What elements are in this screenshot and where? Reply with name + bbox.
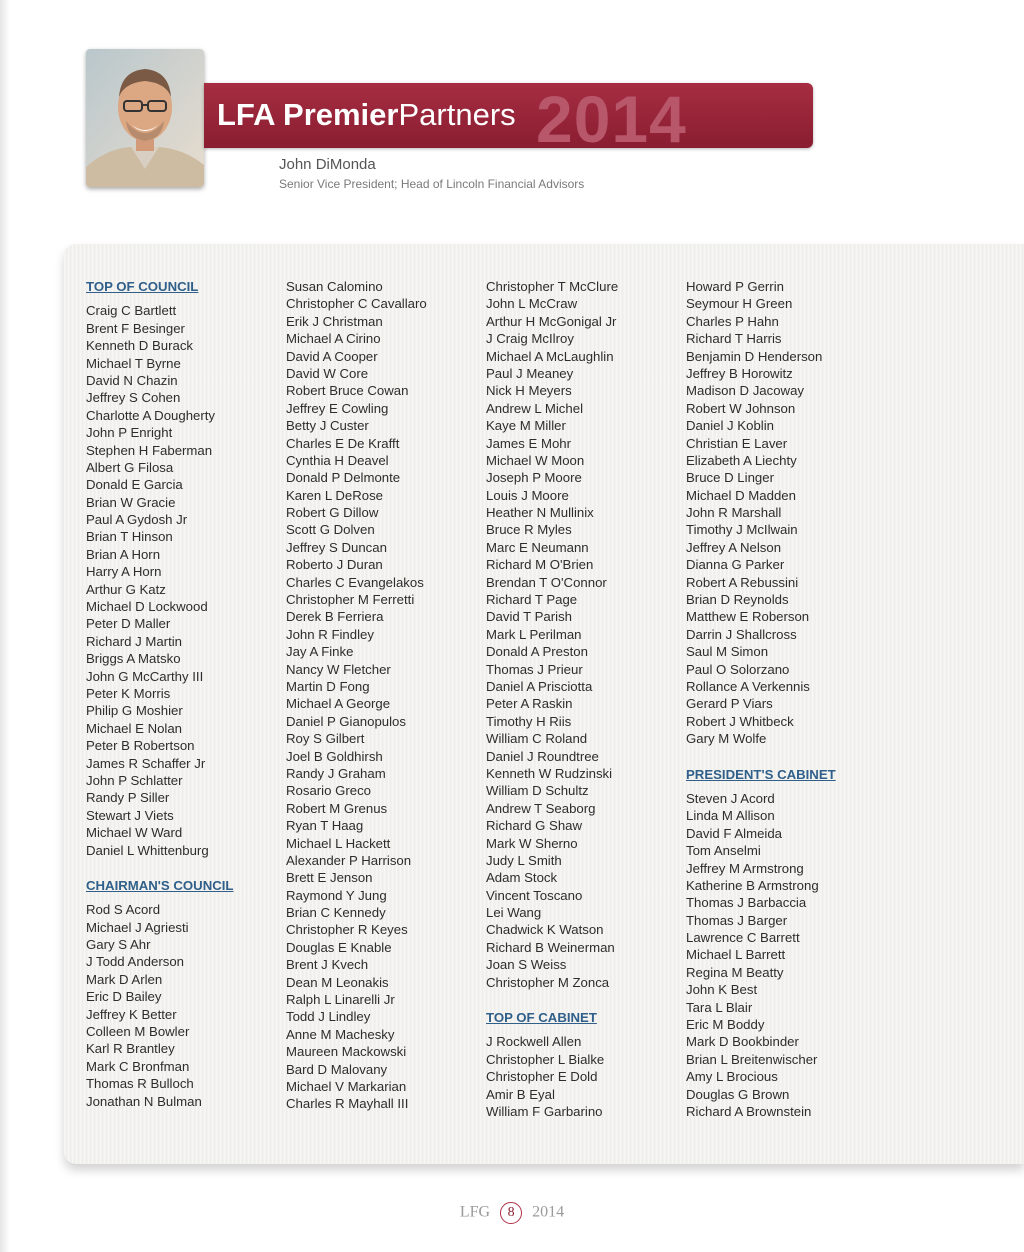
partner-name: Roberto J Duran bbox=[286, 557, 383, 573]
partner-name: Michael J Agriesti bbox=[86, 919, 189, 935]
partner-name: John P Enright bbox=[86, 425, 173, 441]
partner-name: Derek B Ferriera bbox=[286, 609, 384, 625]
partner-name: Michael V Markarian bbox=[286, 1078, 407, 1094]
partner-name: Daniel A Prisciotta bbox=[486, 678, 593, 694]
partner-name: Amy L Brocious bbox=[686, 1069, 778, 1085]
partner-name: Chadwick K Watson bbox=[486, 922, 604, 938]
partner-name: Richard B Weinerman bbox=[486, 939, 615, 955]
partner-name: Christopher M Zonca bbox=[486, 974, 610, 990]
partner-name: Jeffrey E Cowling bbox=[286, 400, 389, 416]
partner-name: Richard G Shaw bbox=[486, 818, 583, 834]
partner-name: Benjamin D Henderson bbox=[686, 348, 823, 364]
partner-name: Philip G Moshier bbox=[86, 703, 183, 719]
partner-name: Andrew T Seaborg bbox=[486, 800, 596, 816]
partner-name: Robert M Grenus bbox=[286, 800, 388, 816]
partner-name: Mark D Bookbinder bbox=[686, 1034, 799, 1050]
partner-name: Richard T Harris bbox=[686, 331, 782, 347]
name-column-2 bbox=[286, 278, 427, 1113]
partner-name: Jeffrey S Duncan bbox=[286, 539, 387, 555]
banner-title-light: Partners bbox=[398, 97, 516, 132]
partner-name: Richard J Martin bbox=[86, 633, 183, 649]
banner-title-bold: LFA Premier bbox=[217, 97, 399, 132]
partner-name: Robert G Dillow bbox=[286, 505, 379, 521]
partner-name: Douglas G Brown bbox=[686, 1086, 790, 1102]
partner-name: Arthur H McGonigal Jr bbox=[486, 313, 617, 329]
partner-name: Robert Bruce Cowan bbox=[286, 383, 409, 399]
partner-name: Brent J Kvech bbox=[286, 957, 369, 973]
partner-name: Robert W Johnson bbox=[686, 400, 796, 416]
partner-name: Seymour H Green bbox=[686, 296, 793, 312]
partner-name: William F Garbarino bbox=[486, 1103, 603, 1119]
partner-name: Rollance A Verkennis bbox=[686, 678, 810, 694]
partner-name: Scott G Dolven bbox=[286, 522, 375, 538]
section-gap bbox=[86, 859, 233, 877]
partner-name: Arthur G Katz bbox=[86, 581, 166, 597]
partner-name: Eric M Boddy bbox=[686, 1017, 765, 1033]
partner-name: J Craig McIlroy bbox=[486, 331, 574, 347]
partner-name: Brett E Jenson bbox=[286, 870, 373, 886]
partner-name: David F Almeida bbox=[686, 825, 783, 841]
partner-name: Richard T Page bbox=[486, 592, 578, 608]
partner-name: Tom Anselmi bbox=[686, 843, 761, 859]
partner-name: Maureen Mackowski bbox=[286, 1044, 407, 1060]
partner-name: Mark L Perilman bbox=[486, 626, 582, 642]
partner-name: Harry A Horn bbox=[86, 564, 162, 580]
banner-title bbox=[217, 97, 516, 133]
person-name: John DiMonda bbox=[279, 156, 376, 173]
partner-name: Mark C Bronfman bbox=[86, 1058, 190, 1074]
partner-name: Christopher T McClure bbox=[486, 279, 619, 294]
partner-name: Karl R Brantley bbox=[86, 1041, 175, 1057]
partner-name: Mark D Arlen bbox=[86, 971, 163, 987]
partner-name: Bard D Malovany bbox=[286, 1061, 388, 1077]
partner-name: Alexander P Harrison bbox=[286, 852, 412, 868]
partner-name: Colleen M Bowler bbox=[86, 1024, 190, 1040]
partner-name: Jonathan N Bulman bbox=[86, 1093, 202, 1109]
partner-name: Michael A McLaughlin bbox=[486, 348, 614, 364]
partner-name: John P Schlatter bbox=[86, 772, 183, 788]
partner-name: Saul M Simon bbox=[686, 644, 769, 660]
partner-name: Jeffrey B Horowitz bbox=[686, 365, 793, 381]
partner-name: Peter B Robertson bbox=[86, 738, 195, 754]
partner-name: Karen L DeRose bbox=[286, 487, 384, 503]
partner-name: Christopher R Keyes bbox=[286, 922, 408, 938]
partner-name: Anne M Machesky bbox=[286, 1026, 395, 1042]
partner-name: Lei Wang bbox=[486, 905, 542, 921]
partner-name: Charles R Mayhall III bbox=[286, 1096, 409, 1112]
partner-name: Christopher L Bialke bbox=[486, 1051, 605, 1067]
partner-name: John K Best bbox=[686, 982, 758, 998]
partner-name: John R Marshall bbox=[686, 505, 782, 521]
partner-name: Daniel L Whittenburg bbox=[86, 842, 209, 858]
partner-name: Gerard P Viars bbox=[686, 696, 773, 712]
partner-name: Peter K Morris bbox=[86, 685, 171, 701]
partner-name: Stephen H Faberman bbox=[86, 442, 213, 458]
partner-name: Donald E Garcia bbox=[86, 477, 183, 493]
partner-name: Craig C Bartlett bbox=[86, 303, 177, 319]
portrait-image bbox=[86, 49, 204, 187]
partner-name: Jeffrey S Cohen bbox=[86, 390, 181, 406]
partner-name: Briggs A Matsko bbox=[86, 651, 181, 667]
partner-name: Richard M O'Brien bbox=[486, 557, 594, 573]
partner-name: Ryan T Haag bbox=[286, 818, 364, 834]
partner-name: Timothy H Riis bbox=[486, 713, 572, 729]
partner-name: Amir B Eyal bbox=[486, 1086, 555, 1102]
partner-name: Douglas E Knable bbox=[286, 939, 392, 955]
partner-name: Stewart J Viets bbox=[86, 807, 174, 823]
partner-name: Donald A Preston bbox=[486, 644, 588, 660]
partner-name: Jay A Finke bbox=[286, 644, 354, 660]
partner-name: John G McCarthy III bbox=[86, 668, 204, 684]
partner-name: Ralph L Linarelli Jr bbox=[286, 992, 395, 1008]
partner-name: Raymond Y Jung bbox=[286, 887, 387, 903]
section-heading: TOP OF COUNCIL bbox=[86, 279, 199, 294]
partner-name: Michael A Cirino bbox=[286, 331, 381, 347]
partner-name: Christian E Laver bbox=[686, 435, 788, 451]
partner-name: James R Schaffer Jr bbox=[86, 755, 206, 771]
partner-name: Charlotte A Dougherty bbox=[86, 407, 216, 423]
partner-name: Elizabeth A Liechty bbox=[686, 452, 797, 468]
partner-name: Robert A Rebussini bbox=[686, 574, 799, 590]
partner-name: Steven J Acord bbox=[686, 790, 775, 806]
partner-name: Katherine B Armstrong bbox=[686, 877, 819, 893]
partner-name: Rosario Greco bbox=[286, 783, 372, 799]
section-gap bbox=[686, 748, 836, 766]
partner-name: Thomas J Barbaccia bbox=[686, 895, 807, 911]
name-column-1 bbox=[86, 278, 233, 1110]
partner-name: Nancy W Fletcher bbox=[286, 661, 391, 677]
partner-name: Robert J Whitbeck bbox=[686, 713, 794, 729]
partner-name: Judy L Smith bbox=[486, 852, 562, 868]
partner-name: James E Mohr bbox=[486, 435, 572, 451]
partner-name: Peter D Maller bbox=[86, 616, 171, 632]
partner-name: Heather N Mullinix bbox=[486, 505, 594, 521]
partner-name: Thomas R Bulloch bbox=[86, 1076, 194, 1092]
partner-name: Howard P Gerrin bbox=[686, 279, 784, 294]
section-heading: PRESIDENT'S CABINET bbox=[686, 766, 836, 782]
partner-name: Kenneth D Burack bbox=[86, 338, 194, 354]
partner-name: David N Chazin bbox=[86, 372, 178, 388]
partner-name: Dianna G Parker bbox=[686, 557, 785, 573]
page-footer bbox=[0, 1202, 1024, 1224]
partner-name: Marc E Neumann bbox=[486, 539, 589, 555]
footer-right: 2014 bbox=[532, 1203, 565, 1221]
name-column-4 bbox=[686, 278, 836, 1120]
footer-left: LFG bbox=[459, 1203, 491, 1221]
partner-name: Martin D Fong bbox=[286, 678, 370, 694]
partner-name: Christopher M Ferretti bbox=[286, 592, 415, 608]
partner-name: Erik J Christman bbox=[286, 313, 383, 329]
partner-name: Susan Calomino bbox=[286, 279, 383, 294]
partner-name: Peter A Raskin bbox=[486, 696, 573, 712]
partner-name: Kaye M Miller bbox=[486, 418, 566, 434]
partner-name: Randy J Graham bbox=[286, 765, 386, 781]
partner-name: Louis J Moore bbox=[486, 487, 569, 503]
partner-name: Nick H Meyers bbox=[486, 383, 572, 399]
partner-name: Richard A Brownstein bbox=[686, 1103, 812, 1119]
partner-name: Jeffrey M Armstrong bbox=[686, 860, 804, 876]
partner-name: Matthew E Roberson bbox=[686, 609, 810, 625]
partner-name: Darrin J Shallcross bbox=[686, 626, 797, 642]
partner-name: Roy S Gilbert bbox=[286, 731, 365, 747]
page-edge-shadow bbox=[0, 0, 10, 1252]
partner-name: Michael L Barrett bbox=[686, 947, 786, 963]
partner-name: Paul J Meaney bbox=[486, 365, 574, 381]
partner-name: Randy P Siller bbox=[86, 790, 170, 806]
partner-name: Adam Stock bbox=[486, 870, 558, 886]
partner-name: Dean M Leonakis bbox=[286, 974, 389, 990]
partner-name: Charles P Hahn bbox=[686, 313, 779, 329]
partner-name: Daniel P Gianopulos bbox=[286, 713, 406, 729]
partner-name: Charles E De Krafft bbox=[286, 435, 400, 451]
partner-name: Joel B Goldhirsh bbox=[286, 748, 383, 764]
partner-name: Regina M Beatty bbox=[686, 964, 784, 980]
partner-name: Michael L Hackett bbox=[286, 835, 391, 851]
partner-name: William D Schultz bbox=[486, 783, 589, 799]
partner-name: Kenneth W Rudzinski bbox=[486, 765, 613, 781]
partner-name: Paul O Solorzano bbox=[686, 661, 790, 677]
partner-name: Daniel J Roundtree bbox=[486, 748, 599, 764]
partner-name: Bruce D Linger bbox=[686, 470, 774, 486]
partner-name: Cynthia H Deavel bbox=[286, 452, 389, 468]
partner-name: John R Findley bbox=[286, 626, 374, 642]
partner-name: Michael T Byrne bbox=[86, 355, 181, 371]
partner-name: Brian C Kennedy bbox=[286, 905, 386, 921]
partner-name: Thomas J Barger bbox=[686, 912, 788, 928]
partner-name: Paul A Gydosh Jr bbox=[86, 512, 188, 528]
person-title: Senior Vice President; Head of Lincoln Financial Advisors bbox=[279, 177, 585, 191]
banner-year: 2014 bbox=[536, 83, 687, 148]
partner-name: Joan S Weiss bbox=[486, 957, 567, 973]
partner-name: Brian L Breitenwischer bbox=[686, 1051, 818, 1067]
partner-name: John L McCraw bbox=[486, 296, 578, 312]
partner-name: Lawrence C Barrett bbox=[686, 930, 800, 946]
partner-name: Todd J Lindley bbox=[286, 1009, 371, 1025]
partner-name: Thomas J Prieur bbox=[486, 661, 583, 677]
partner-name: Christopher E Dold bbox=[486, 1069, 598, 1085]
partner-name: Tara L Blair bbox=[686, 999, 753, 1015]
title-banner bbox=[204, 83, 813, 148]
partner-name: Jeffrey A Nelson bbox=[686, 539, 782, 555]
partner-name: J Rockwell Allen bbox=[486, 1034, 582, 1050]
partner-name: Eric D Bailey bbox=[86, 989, 162, 1005]
partner-name: David W Core bbox=[286, 365, 369, 381]
section-heading: CHAIRMAN'S COUNCIL bbox=[86, 877, 234, 893]
partner-name: Brian D Reynolds bbox=[686, 592, 789, 608]
partner-name: Jeffrey K Better bbox=[86, 1006, 177, 1022]
partner-name: William C Roland bbox=[486, 731, 588, 747]
partner-name: Michael W Ward bbox=[86, 825, 183, 841]
partner-name: Timothy J McIlwain bbox=[686, 522, 798, 538]
section-heading: TOP OF CABINET bbox=[486, 1010, 597, 1026]
partner-name: Michael D Lockwood bbox=[86, 599, 208, 615]
partner-name: Joseph P Moore bbox=[486, 470, 582, 486]
partner-name: Brendan T O'Connor bbox=[486, 574, 607, 590]
partner-name: Michael A George bbox=[286, 696, 391, 712]
page-number: 8 bbox=[500, 1202, 522, 1224]
partner-name: David T Parish bbox=[486, 609, 573, 625]
partner-name: Christopher C Cavallaro bbox=[286, 296, 427, 312]
partner-name: Brian T Hinson bbox=[86, 529, 173, 545]
partner-name: Brent F Besinger bbox=[86, 320, 185, 336]
partner-name: Betty J Custer bbox=[286, 418, 369, 434]
partner-name: Gary S Ahr bbox=[86, 937, 151, 953]
name-column-3 bbox=[486, 278, 618, 1120]
partner-name: David A Cooper bbox=[286, 348, 378, 364]
partner-name: Vincent Toscano bbox=[486, 887, 583, 903]
partner-name: Albert G Filosa bbox=[86, 459, 174, 475]
partner-name: Madison D Jacoway bbox=[686, 383, 805, 399]
section-gap bbox=[486, 991, 618, 1009]
partner-name: Rod S Acord bbox=[86, 902, 161, 918]
partner-name: Brian A Horn bbox=[86, 546, 161, 562]
partner-name: Michael W Moon bbox=[486, 452, 585, 468]
partner-name: Donald P Delmonte bbox=[286, 470, 401, 486]
partner-name: Mark W Sherno bbox=[486, 835, 578, 851]
partner-name: Brian W Gracie bbox=[86, 494, 176, 510]
partner-name: Michael E Nolan bbox=[86, 720, 183, 736]
partner-name: Andrew L Michel bbox=[486, 400, 583, 416]
partner-name: Daniel J Koblin bbox=[686, 418, 774, 434]
partner-name: Linda M Allison bbox=[686, 808, 775, 824]
portrait-photo bbox=[86, 49, 204, 187]
partner-name: Charles C Evangelakos bbox=[286, 574, 424, 590]
partner-name: J Todd Anderson bbox=[86, 954, 185, 970]
partner-name: Bruce R Myles bbox=[486, 522, 572, 538]
partner-name: Gary M Wolfe bbox=[686, 731, 767, 747]
partner-name: Michael D Madden bbox=[686, 487, 796, 503]
